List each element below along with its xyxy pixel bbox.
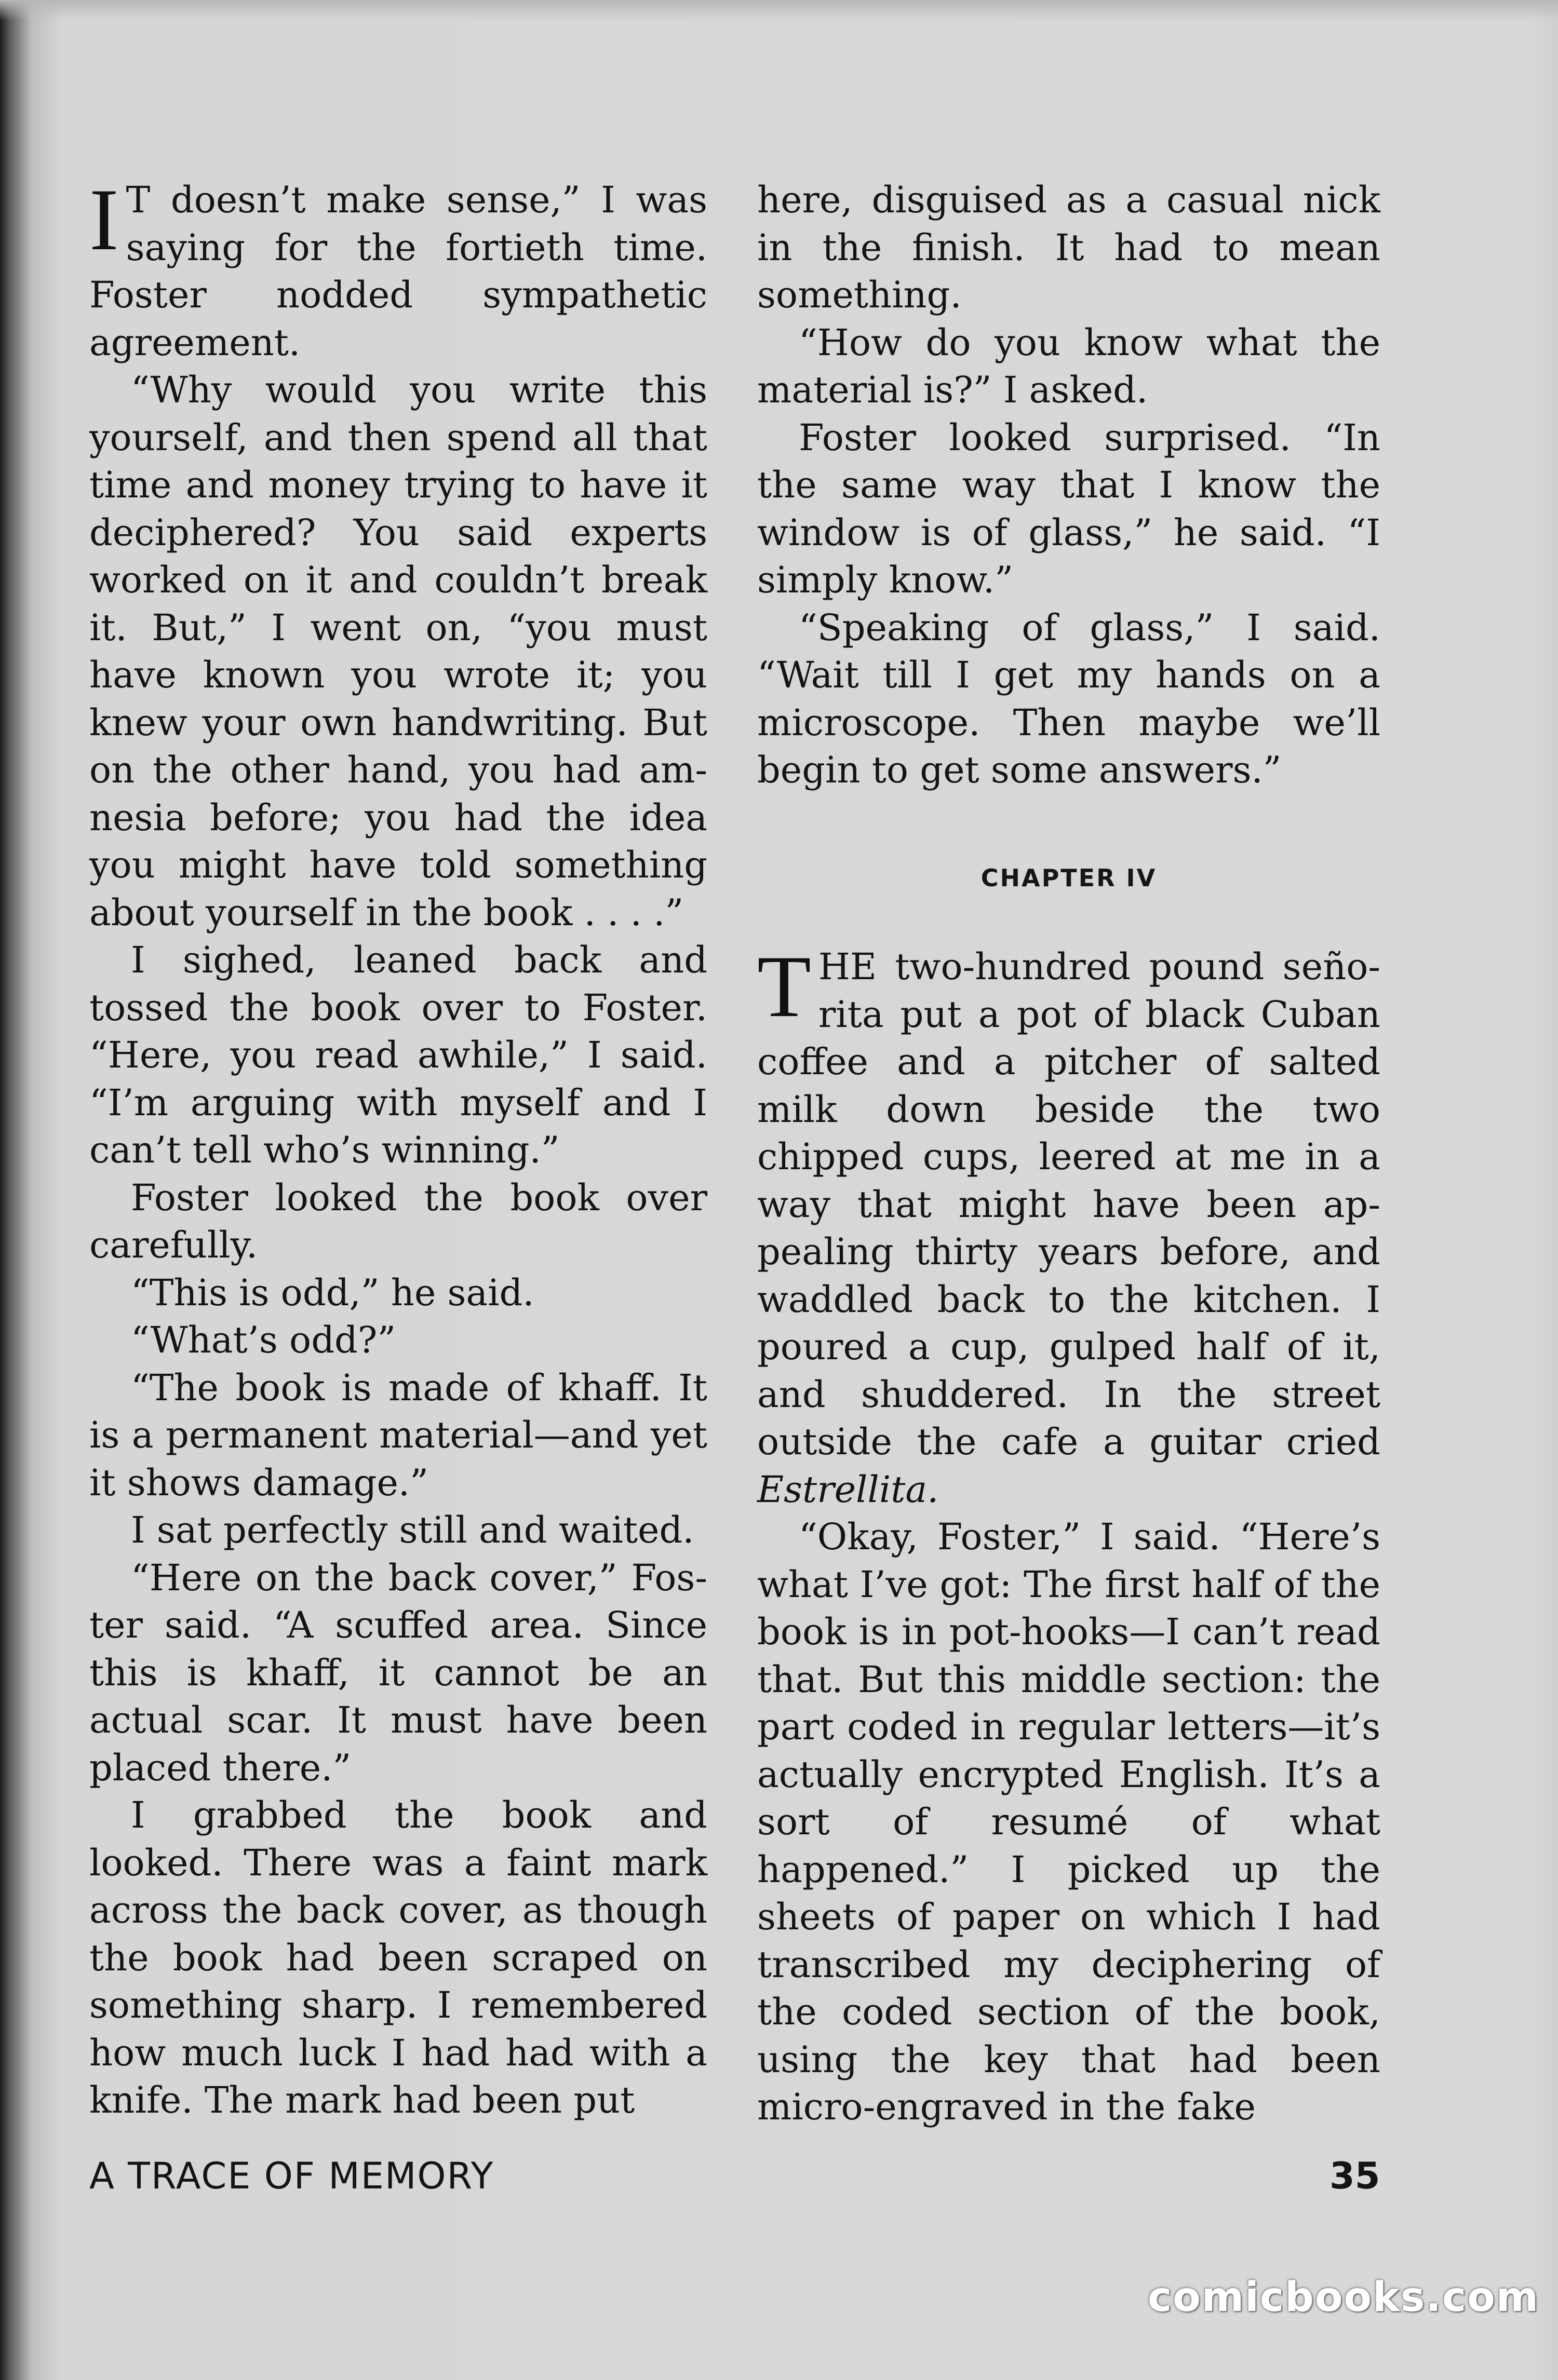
paragraph: “What’s odd?” — [131, 1319, 396, 1361]
watermark: comicbooks.com — [1148, 2274, 1540, 2321]
chapter-opening-paragraph — [757, 938, 1380, 1513]
opening-paragraph-text: T doesn’t make sense,” I was saying for the fortieth time. Foster nodded sympathetic agreement. — [89, 179, 707, 364]
paragraph: “The book is made of khaff. It is a permanent material—and yet it shows damage.” — [89, 1366, 707, 1504]
drop-cap-letter: T — [757, 938, 811, 1035]
paragraph: here, disguised as a casual nick in the finish. It had to mean something. — [757, 179, 1380, 316]
running-footer-title: A TRACE OF MEMORY — [89, 2155, 494, 2197]
left-text-column — [89, 171, 707, 2125]
page-number: 35 — [1329, 2155, 1380, 2197]
song-title: Estrellita. — [757, 1468, 939, 1511]
paragraph: I grabbed the book and looked. There was a faint mark across the back cover, as though the book had been scraped on something sharp. I remembered how much luck I had had with a knife. The mark had been put — [89, 1794, 707, 2121]
paragraph: “Here on the back cover,” Foster said. “A scuffed area. Since this is khaff, it cannot be an actual scar. It must have been placed there.” — [89, 1556, 707, 1789]
paragraph: “Speaking of glass,” I said. “Wait till I get my hands on a microscope. Then maybe we’ll begin to get some answers.” — [757, 606, 1380, 791]
opening-paragraph — [89, 171, 707, 367]
paragraph: I sighed, leaned back and tossed the book over to Foster. “Here, you read awhile,” I said. “I’m arguing with myself and I can’t tell who’s winning.” — [89, 939, 707, 1171]
paragraph: I sat perfectly still and waited. — [131, 1509, 694, 1551]
paragraph: “This is odd,” he said. — [131, 1271, 534, 1314]
paragraph: Foster looked surprised. “In the same way that I know the window is of glass,” he said. “I simply know.” — [757, 416, 1380, 601]
paragraph: “Okay, Foster,” I said. “Here’s what I’ve got: The first half of the book is in pot-hooks—I can’t read that. But this middle section: the part coded in regular letters—it’s actually encrypted English. It’s a sort of resumé of what happened.” I picked up the sheets of paper on which I had transcribed my deciphering of the coded section of the book, using the key that had been micro-engraved in the fake — [757, 1516, 1380, 2128]
paragraph: “How do you know what the material is?” I asked. — [757, 321, 1380, 411]
chapter-heading: CHAPTER IV — [981, 863, 1157, 892]
paragraph: Foster looked the book over carefully. — [89, 1176, 707, 1266]
chapter-opening-text: HE two-hundred pound señorita put a pot of black Cuban coffee and a pitcher of salted milk down beside the two chipped cups, leered at me in a way that might have been appealing thirty years before, and waddled back to the kitchen. I poured a cup, gulped half of it, and shuddered. In the street outside the cafe a guitar cried — [757, 945, 1380, 1463]
paragraph: “Why would you write this yourself, and then spend all that time and money trying to have it deciphered? You said experts worked on it and couldn’t break it. But,” I went on, “you must have known you wrote it; you knew your own handwriting. But on the other hand, you had amnesia before; you had the idea you might have told something about yourself in the book . . . .” — [89, 369, 707, 934]
page-top-shadow — [0, 0, 1558, 21]
drop-cap-letter: I — [89, 171, 119, 268]
right-text-column — [757, 177, 1380, 2131]
